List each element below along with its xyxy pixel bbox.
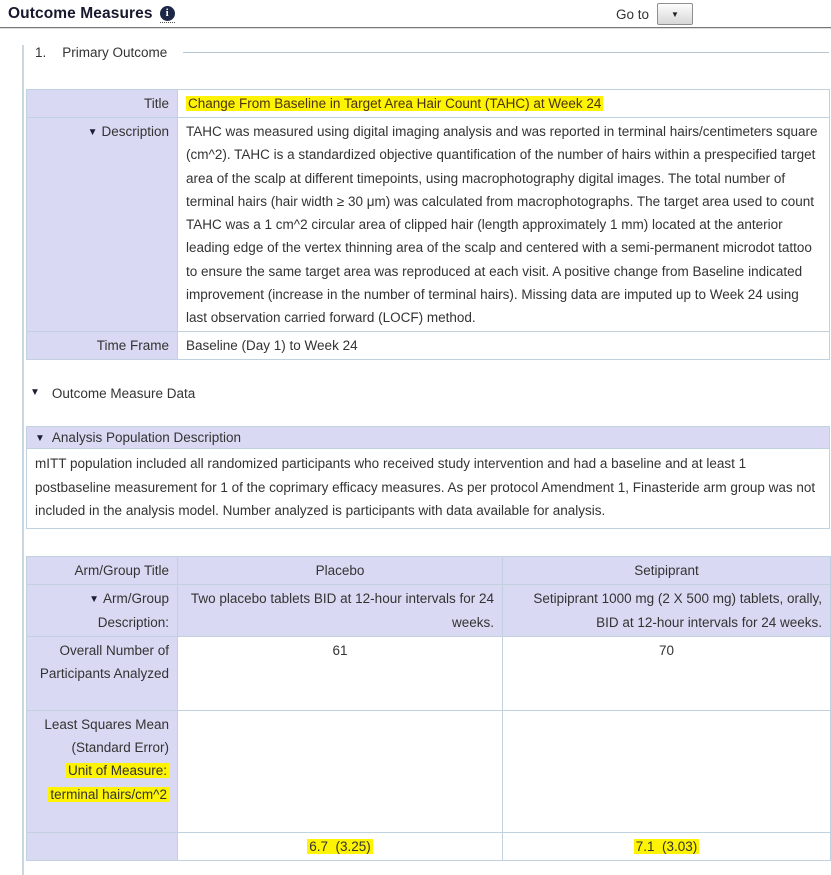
legend-divider xyxy=(183,52,829,53)
results-table xyxy=(26,556,831,861)
info-icon[interactable]: i xyxy=(160,6,175,21)
outcome-definition-table xyxy=(26,89,830,360)
time-frame-label: Time Frame xyxy=(27,332,178,360)
collapse-triangle-icon[interactable]: ▼ xyxy=(35,433,45,445)
n-analyzed-placebo: 61 xyxy=(178,636,503,710)
description-value: TAHC was measured using digital imaging analysis and was reported in terminal hairs/centimeters square (cm^2). TAHC is a standardized objective quantification of the number of hairs within a prespecified target area of the scalp at different timepoints, using macrophotography digital images. The total number of terminal hairs (hair width ≥ 30 μm) was calculated from macrophotographs. The target area used to count TAHC was a 1 cm^2 circular area of clipped hair (length approximately 1 mm) located at the anterior leading edge of the vertex thinning area of the scalp and centered with a semi-permanent microdot tattoo to ensure the same target area was reproduced at each visit. A positive change from Baseline indicated improvement (increase in the number of terminal hairs). Missing data are imputed up to Week 24 using last observation carried forward (LOCF) method. xyxy=(178,118,830,332)
n-analyzed-setipiprant: 70 xyxy=(503,636,831,710)
section-number: 1. xyxy=(35,45,47,60)
collapse-triangle-icon[interactable]: ▼ xyxy=(87,127,98,139)
overall-number-label: Overall Number of Participants Analyzed xyxy=(27,636,178,710)
page-title: Outcome Measures xyxy=(8,5,153,22)
table-row xyxy=(27,636,831,710)
outcome-title: Change From Baseline in Target Area Hair Count (TAHC) at Week 24 xyxy=(188,96,602,111)
analysis-population-text: mITT population included all randomized participants who received study intervention and had a baseline and at least 1 postbaseline measurement for 1 of the coprimary efficacy measures. As per protocol Amendment 1, Finasteride arm group was not included in the analysis model. Number analyzed is participants with data available for analysis. xyxy=(35,456,816,518)
arm-group-description-label-cell[interactable] xyxy=(27,585,178,636)
primary-outcome-section xyxy=(22,45,829,875)
description-label-cell[interactable] xyxy=(27,118,178,332)
dropdown-arrow-icon: ▼ xyxy=(671,9,679,19)
value-placebo-cell xyxy=(178,832,503,860)
empty-cell xyxy=(178,710,503,832)
table-row xyxy=(27,557,831,585)
least-squares-mean-label-cell xyxy=(27,710,178,832)
table-row xyxy=(27,90,830,118)
arm-title-placebo: Placebo xyxy=(178,557,503,585)
table-row xyxy=(27,832,831,860)
value-setipiprant-cell xyxy=(503,832,831,860)
collapse-triangle-icon[interactable]: ▼ xyxy=(89,594,99,606)
analysis-population-header[interactable] xyxy=(27,427,829,449)
time-frame-value: Baseline (Day 1) to Week 24 xyxy=(178,332,830,360)
title-value-cell xyxy=(178,90,830,118)
goto-label: Go to xyxy=(615,6,649,22)
section-legend xyxy=(25,45,829,60)
collapse-triangle-icon[interactable]: ▼ xyxy=(30,387,40,399)
value-setipiprant: 7.1 (3.03) xyxy=(635,838,698,854)
table-row xyxy=(27,710,831,832)
analysis-population-title: Analysis Population Description xyxy=(51,430,242,446)
description-label: Description xyxy=(101,124,169,140)
analysis-population-box xyxy=(26,426,830,529)
arm-description-placebo: Two placebo tablets BID at 12-hour intervals for 24 weeks. xyxy=(178,585,503,636)
table-row xyxy=(27,332,830,360)
goto-dropdown[interactable] xyxy=(657,3,693,25)
table-row xyxy=(27,118,830,332)
page-header xyxy=(0,0,831,28)
arm-group-description-label: Arm/Group Description: xyxy=(97,591,169,630)
empty-label-cell xyxy=(27,832,178,860)
title-label: Title xyxy=(27,90,178,118)
unit-of-measure-value: terminal hairs/cm^2 xyxy=(50,787,167,803)
outcome-measure-data-heading[interactable] xyxy=(30,386,829,401)
info-icon-wrap[interactable] xyxy=(160,6,175,23)
goto-control xyxy=(616,3,693,25)
least-squares-mean-label: Least Squares Mean (Standard Error) xyxy=(44,716,169,755)
outcome-measure-data-label: Outcome Measure Data xyxy=(51,386,196,402)
arm-group-title-label: Arm/Group Title xyxy=(27,557,178,585)
empty-cell xyxy=(503,710,831,832)
section-title: Primary Outcome xyxy=(62,45,168,60)
unit-of-measure-label: Unit of Measure: xyxy=(67,763,167,779)
value-placebo: 6.7 (3.25) xyxy=(309,838,371,854)
unit-of-measure-line2-wrap xyxy=(35,783,169,807)
arm-title-setipiprant: Setipiprant xyxy=(503,557,831,585)
arm-description-setipiprant: Setipiprant 1000 mg (2 X 500 mg) tablets, orally, BID at 12-hour intervals for 24 weeks. xyxy=(503,585,831,636)
table-row xyxy=(27,585,831,636)
unit-of-measure-line1-wrap xyxy=(35,759,169,783)
